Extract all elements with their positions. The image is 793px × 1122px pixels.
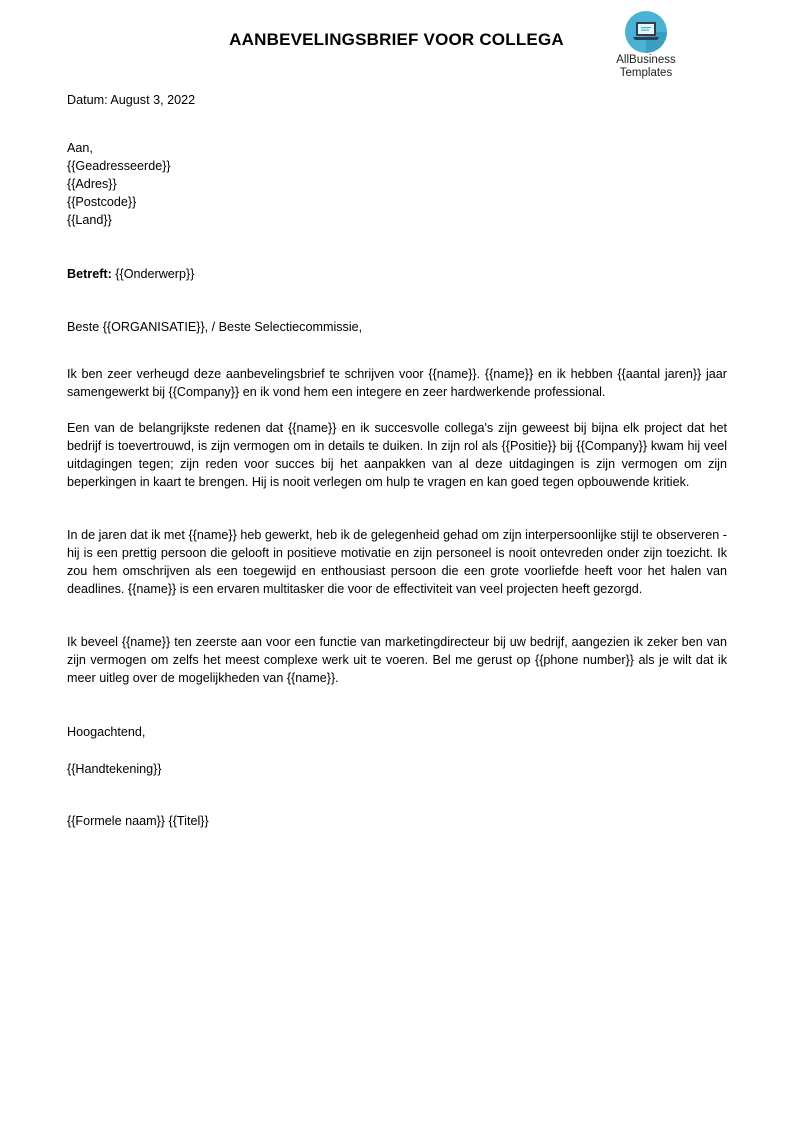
address-line: {{Geadresseerde}}: [67, 159, 171, 173]
allbusiness-logo: [608, 10, 684, 80]
subject-value: {{Onderwerp}}: [115, 267, 195, 281]
address-line: {{Postcode}}: [67, 195, 137, 209]
subject-label: Betreft:: [67, 267, 112, 281]
laptop-icon: [624, 10, 668, 54]
closing: Hoogachtend,: [67, 725, 146, 739]
signature-placeholder: {{Handtekening}}: [67, 762, 162, 776]
subject-line: [67, 265, 727, 283]
paragraph-1: Ik ben zeer verheugd deze aanbevelingsbrief te schrijven voor {{name}}. {{name}} en ik hebben {{aantal jaren}} jaar samengewerkt bij {{Company}} en ik vond hem een integere en zeer hardwerkende professional.: [67, 367, 727, 399]
document-title: AANBEVELINGSBRIEF VOOR COLLEGA: [229, 30, 564, 49]
paragraph-2: Een van de belangrijkste redenen dat {{name}} en ik succesvolle collega's zijn geweest bij bijna elk project dat het bedrijf is toevertrouwd, is zijn vermogen om in details te duiken. In zijn rol als {{Positie}} bij {{Company}} kwam hij veel uitdagingen tegen; zijn reden voor succes bij het aanpakken van al deze uitdagingen is zijn vermogen om zijn beperkingen in kaart te brengen. Hij is nooit verlegen om hulp te vragen en kan goed tegen opbouwende kritiek.: [67, 421, 727, 489]
paragraph-4: Ik beveel {{name}} ten zeerste aan voor een functie van marketingdirecteur bij uw bedrijf, aangezien ik zeker ben van zijn vermogen om zelfs het meest complexe werk uit te voeren. Bel me gerust op {{phone number}} als je wilt dat ik meer uitleg over de mogelijkheden van {{name}}.: [67, 635, 727, 685]
address-block: [67, 139, 727, 229]
logo-text-line2: Templates: [619, 67, 673, 79]
paragraph-3: In de jaren dat ik met {{name}} heb gewerkt, heb ik de gelegenheid gehad om zijn interpersoonlijke stijl te observeren - hij is een prettig persoon die gelooft in positieve motivatie en zijn personeel is nooit ontevreden onder zijn toezicht. Ik zou hem omschrijven als een toegewijd en enthousiast persoon die een grote voorliefde heeft voor het halen van deadlines. {{name}} is een ervaren multitasker die voor de effectiviteit van veel projecten heeft gezorgd.: [67, 528, 727, 596]
logo-text-line1: AllBusiness: [616, 54, 676, 66]
address-line: Aan,: [67, 141, 93, 155]
address-line: {{Land}}: [67, 213, 112, 227]
address-line: {{Adres}}: [67, 177, 117, 191]
name-title: {{Formele naam}} {{Titel}}: [67, 814, 209, 828]
salutation: Beste {{ORGANISATIE}}, / Beste Selectiecommissie,: [67, 320, 363, 334]
date-line: Datum: August 3, 2022: [67, 93, 196, 107]
